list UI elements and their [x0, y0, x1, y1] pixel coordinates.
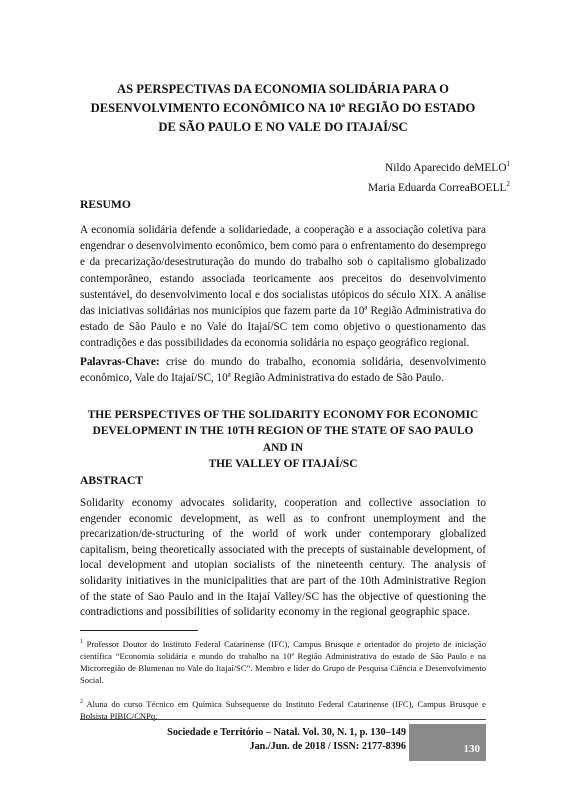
resumo-heading: RESUMO — [80, 198, 131, 211]
keywords-text: crise do mundo do trabalho, economia solidária, desenvolvimento econômico, Vale do Itajaí/SC, 10ª Região Administrativa do estado de São Paulo. — [80, 356, 487, 385]
journal-line: Sociedade e Território – Natal. Vol. 30, N. 1, p. 130–149 — [167, 727, 406, 738]
footer-divider — [80, 719, 486, 720]
author-footnote-mark[interactable]: 2 — [506, 179, 510, 188]
english-title — [80, 407, 486, 473]
footnote-text: Professor Doutor do Instituto Federal Catarinense (IFC), Campus Brusque e orientador do projeto de iniciação científica “Economia solidária e mundo do trabalho na 10ª Região Administrativa do estado de São Paulo e na Microrregião de Blumenau no Vale do Itajaí/SC”. Membro e líder do Grupo de Pesquisa Ciência e Desenvolvimento Social. — [80, 638, 486, 686]
author-name: Maria Eduarda CorreaBOELL — [367, 181, 507, 194]
author-footnote-mark[interactable]: 1 — [506, 160, 510, 168]
resumo-text: A economia solidária defende a solidariedade, a cooperação e a associação coletiva para engendrar o desenvolvimento econômico, bem como para o enfrentamento do desemprego e da precarização/desestruturação do mundo do trabalho sob o capitalismo globalizado contemporâneo, estando associada teoricamente aos preceitos do desenvolvimento sustentável, do desenvolvimento local e dos socialistas utópicos do século XIX. A análise das iniciativas solidárias nos municípios que fazem parte da 10ª Região Administrativa do estado de São Paulo e no Vale do Itajaí/SC tem como objetivo o questionamento das contradições e das possibilidades da economia solidária no espaço geográfico regional. — [80, 224, 486, 350]
abstract-text: Solidarity economy advocates solidarity, cooperation and collective association to engender economic development, as well as to confront unemployment and the precarization/de-structuring of the world of work under contemporary globalized capitalism, being theoretically associated with the precepts of sustainable development, of local development and utopian socialists of the nineteenth century. The analysis of solidarity initiatives in the municipalities that are part of the 10th Administrative Region of the state of Sao Paulo and in the Itajaí Valley/SC has the objective of questioning the contradictions and possibilities of solidarity economy in the regional geographic space. — [80, 497, 486, 619]
keywords-label: Palavras-Chave: — [80, 356, 160, 368]
keywords — [80, 354, 486, 386]
author-name: Nildo Aparecido deMELO — [385, 161, 507, 174]
paper-title — [60, 80, 506, 137]
author — [368, 156, 510, 176]
footnote-divider — [80, 630, 198, 631]
title-line: DESENVOLVIMENTO ECONÔMICO NA 10ª REGIÃO DO ESTADO — [90, 101, 476, 115]
page-number-box — [409, 724, 486, 761]
title-line: AS PERSPECTIVAS DA ECONOMIA SOLIDÁRIA PARA O — [117, 82, 449, 96]
footnote — [80, 636, 486, 687]
footnote-mark: 2 — [80, 699, 83, 705]
journal-line: Jan./Jun. de 2018 / ISSN: 2177-8396 — [249, 741, 406, 752]
author-list — [368, 156, 510, 196]
footnote-mark: 1 — [80, 639, 83, 645]
author — [368, 176, 510, 196]
journal-citation — [120, 726, 406, 754]
title-line: DE SÃO PAULO E NO VALE DO ITAJAÍ/SC — [158, 120, 408, 134]
english-title-line: THE VALLEY OF ITAJAÍ/SC — [208, 458, 358, 471]
english-title-line: THE PERSPECTIVES OF THE SOLIDARITY ECONOMY FOR ECONOMIC — [87, 409, 479, 421]
footnote-text: Aluna do curso Técnico em Química Subsequente do Instituto Federal Catarinense (IFC), Campus Brusque e Bolsista PIBIC/CNPq. — [80, 698, 486, 722]
english-title-line: DEVELOPMENT IN THE 10TH REGION OF THE STATE OF SAO PAULO AND IN — [92, 425, 474, 454]
abstract-heading: ABSTRACT — [80, 474, 144, 487]
page-number: 130 — [463, 743, 480, 755]
